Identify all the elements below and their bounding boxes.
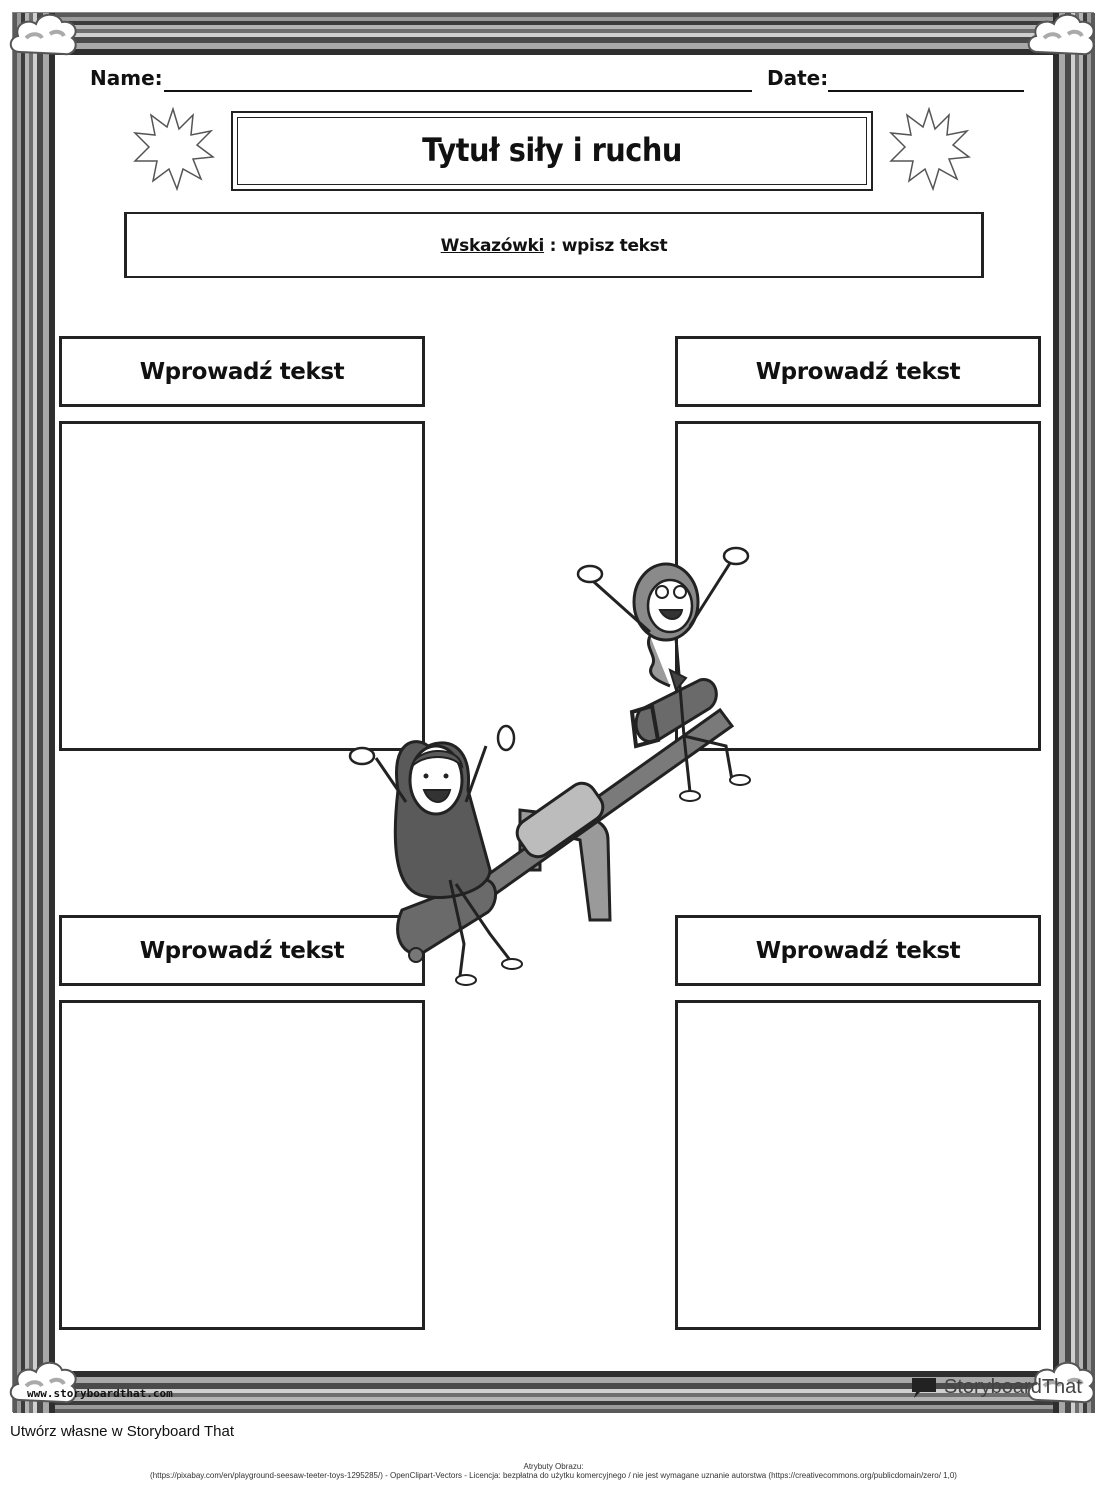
panel-4-heading-text: Wprowadź tekst [755,938,961,964]
starburst-icon [887,107,971,191]
frame-border-left [13,13,55,1413]
starburst-icon [131,107,215,191]
panel-3-heading-text: Wprowadź tekst [139,938,345,964]
create-own-link[interactable]: Utwórz własne w Storyboard That [10,1423,234,1440]
directions-box[interactable] [124,212,984,278]
date-label: Date: [767,66,829,90]
storyboardthat-logo [910,1374,1080,1402]
attribution-text: (https://pixabay.com/en/playground-seesaw-teeter-toys-1295285/) - OpenClipart-Vectors - Licencja: bezpłatna do użytku komercyjnego / nie jest wymagane uznanie autorstwa (https://creativecommons.org/publicdomain/zero/ 1,0) [150,1471,957,1480]
panel-1-heading-text: Wprowadź tekst [139,359,345,385]
panel-3-cell[interactable] [59,1000,425,1330]
panel-1-heading[interactable] [59,336,425,407]
date-field[interactable] [828,90,1024,92]
frame-border-top [13,13,1095,55]
name-field[interactable] [164,90,752,92]
storyboardthat-logo-icon [910,1376,940,1400]
directions-body: wpisz tekst [561,236,668,256]
cloud-corner-icon [6,8,82,62]
watermark-brand: StoryboardThat [944,1376,1082,1398]
directions-text [127,236,981,256]
panel-2-heading[interactable] [675,336,1041,407]
panel-4-cell[interactable] [675,1000,1041,1330]
directions-label: Wskazówki [440,236,545,256]
watermark-site: www.storyboardthat.com [27,1387,173,1400]
panel-2-heading-text: Wprowadź tekst [755,359,961,385]
seesaw-illustration [340,540,770,990]
cloud-corner-icon [1024,8,1100,62]
cloud-corner-icon [6,1356,82,1410]
attribution-title: Atrybuty Obrazu: [523,1462,584,1471]
directions-separator: : [544,236,562,256]
page-title: Tytuł siły i ruchu [422,131,682,169]
title-box[interactable] [231,111,873,191]
name-date-row [90,66,1024,96]
frame-border-right [1053,13,1095,1413]
name-label: Name: [90,66,163,90]
